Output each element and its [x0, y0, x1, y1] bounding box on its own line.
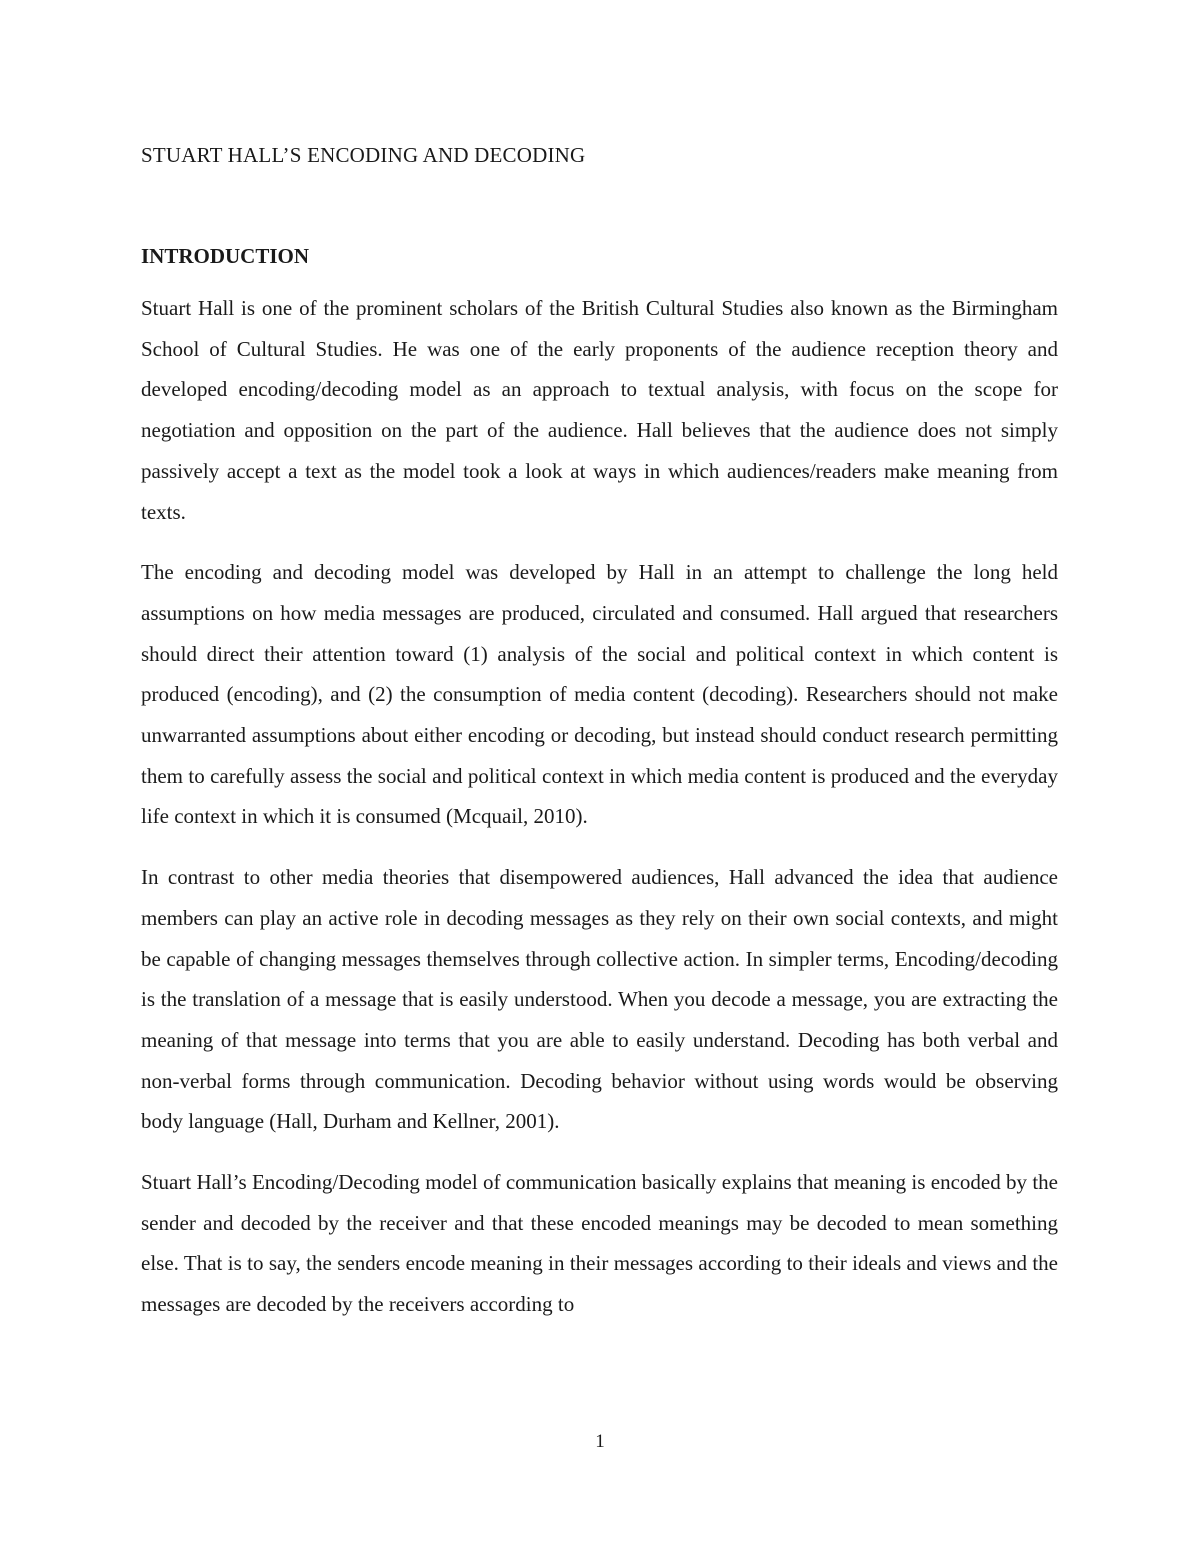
page-number: 1 [595, 1431, 605, 1452]
document-body [141, 288, 1058, 1345]
paragraph-1: Stuart Hall is one of the prominent scholars of the British Cultural Studies also known as the Birmingham School of Cultural Studies. He was one of the early proponents of the audience reception theory and developed encoding/decoding model as an approach to textual analysis, with focus on the scope for negotiation and opposition on the part of the audience. Hall believes that the audience does not simply passively accept a text as the model took a look at ways in which audiences/readers make meaning from texts. [141, 296, 1058, 524]
paragraph-2: The encoding and decoding model was developed by Hall in an attempt to challenge the long held assumptions on how media messages are produced, circulated and consumed. Hall argued that researchers should direct their attention toward (1) analysis of the social and political context in which content is produced (encoding), and (2) the consumption of media content (decoding). Researchers should not make unwarranted assumptions about either encoding or decoding, but instead should conduct research permitting them to carefully assess the social and political context in which media content is produced and the everyday life context in which it is consumed (Mcquail, 2010). [141, 560, 1058, 829]
paragraph-3: In contrast to other media theories that disempowered audiences, Hall advanced the idea that audience members can play an active role in decoding messages as they rely on their own social contexts, and might be capable of changing messages themselves through collective action. In simpler terms, Encoding/decoding is the translation of a message that is easily understood. When you decode a message, you are extracting the meaning of that message into terms that you are able to easily understand. Decoding has both verbal and non-verbal forms through communication. Decoding behavior without using words would be observing body language (Hall, Durham and Kellner, 2001). [141, 865, 1058, 1134]
paragraph-4: Stuart Hall’s Encoding/Decoding model of communication basically explains that meaning is encoded by the sender and decoded by the receiver and that these encoded meanings may be decoded to mean something else. That is to say, the senders encode meaning in their messages according to their ideals and views and the messages are decoded by the receivers according to [141, 1170, 1058, 1317]
document-title: STUART HALL’S ENCODING AND DECODING [141, 143, 586, 167]
section-heading-introduction: INTRODUCTION [141, 244, 310, 268]
